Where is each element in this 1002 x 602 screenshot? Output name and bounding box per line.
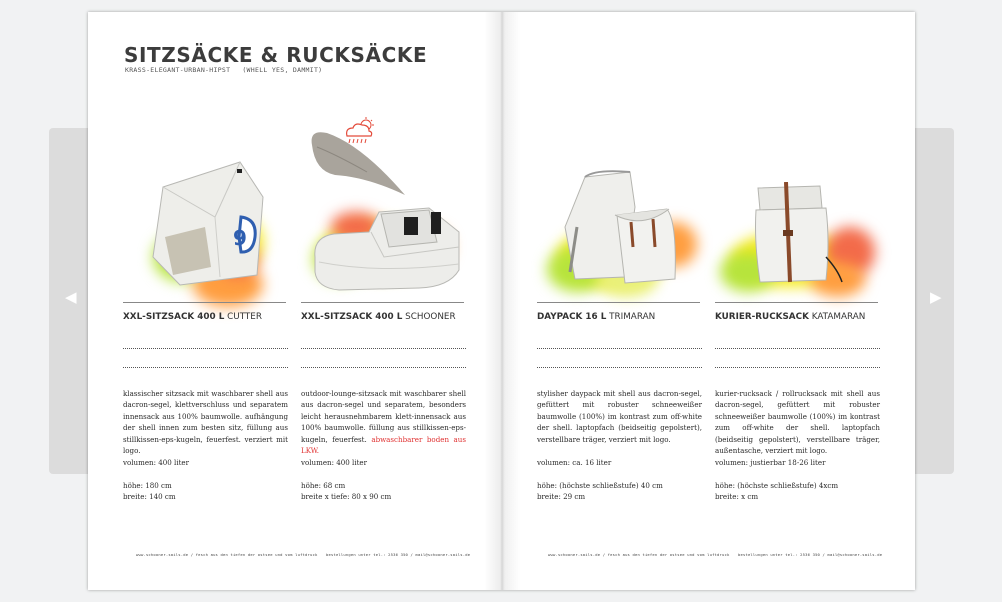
- product-description-katamaran: [715, 388, 880, 456]
- product-name-light: SCHOONER: [405, 312, 456, 322]
- product-divider: [301, 302, 464, 303]
- product-name-bold: DAYPACK 16 L: [537, 312, 607, 322]
- product-name-bold: XXL-SITZSACK 400 L: [123, 312, 225, 322]
- page-tagline: [125, 66, 322, 74]
- catalog-spread: [88, 12, 915, 590]
- tagline-aside: (WHELL YES, DAMMIT): [242, 66, 323, 74]
- product-image-trimaran: [537, 112, 702, 312]
- spec-height: höhe: (höchste schließstufe) 40 cm: [537, 481, 663, 490]
- product-name-bold: XXL-SITZSACK 400 L: [301, 312, 403, 322]
- description-text: outdoor-lounge-sitzsack mit waschbarer shell aus dacron-segel und separatem, besonders leicht herausnehmbarem klett-innensack aus 100% baumwolle. füllung aus stillkissen-eps-kugeln, feuerfest.: [301, 389, 466, 444]
- product-name-light: CUTTER: [227, 312, 262, 322]
- prev-page-tab[interactable]: [49, 128, 89, 474]
- spec-width: breite: 140 cm: [123, 492, 176, 501]
- product-name-schooner: [301, 312, 471, 322]
- courier-backpack-katamaran-graphic: [750, 182, 845, 297]
- spec-height: höhe: 180 cm: [123, 481, 172, 490]
- description-text: klassischer sitzsack mit waschbarer shell aus dacron-segel, klettverschluss und separatem innensack aus 100% baumwolle. aufhängung der shell innen zum besten sitz, füllung aus stillkissen-eps-kugeln, feuerfest. verziert mit logo.: [123, 389, 288, 456]
- beanbag-schooner-graphic: [309, 202, 469, 297]
- spec-volume: volumen: ca. 16 liter: [537, 458, 612, 467]
- product-divider: [537, 302, 700, 303]
- product-image-schooner: [301, 112, 466, 312]
- dotted-rule: [537, 348, 702, 349]
- product-divider: [715, 302, 878, 303]
- description-text: kurier-rucksack / rollrucksack mit shell aus dacron-segel, gefüttert mit robuster schneeweißer baumwolle (100%) im kontrast zum off-white der shell. laptopfach (beidseitig gepolstert), verstellbare träger, außentasche, verziert mit logo.: [715, 389, 880, 456]
- product-name-katamaran: [715, 312, 885, 322]
- product-name-bold: KURIER-RUCKSACK: [715, 312, 809, 322]
- product-name-cutter: [123, 312, 293, 322]
- product-image-katamaran: [715, 112, 880, 312]
- spec-height: höhe: (höchste schließstufe) 4xcm: [715, 481, 839, 490]
- spec-width: breite: 29 cm: [537, 492, 586, 501]
- weather-rain-icon: [341, 116, 381, 148]
- description-highlight: abwaschbarer boden aus LKW.: [301, 434, 466, 456]
- page-title: SITZSÄCKE & RUCKSÄCKE: [124, 43, 428, 67]
- dotted-rule: [301, 348, 466, 349]
- tagline-text: KRASS-ELEGANT-URBAN-HIPST: [125, 66, 231, 74]
- right-page[interactable]: [502, 12, 915, 590]
- dotted-rule: [715, 367, 880, 368]
- spec-size: breite x tiefe: 80 x 90 cm: [301, 492, 392, 501]
- spec-volume: volumen: 400 liter: [123, 458, 190, 467]
- spec-width: breite: x cm: [715, 492, 759, 501]
- spec-volume: volumen: 400 liter: [301, 458, 368, 467]
- product-name-light: KATAMARAN: [811, 312, 866, 322]
- footer-contact: bestellungen unter tel.: 2536 350 / mail@schooner-sails.de: [326, 552, 471, 557]
- daypack-trimaran-graphic: [555, 167, 690, 292]
- product-card-katamaran: [715, 112, 880, 501]
- description-text: stylisher daypack mit shell aus dacron-segel, gefüttert mit robuster schneeweißer baumwolle (100%) im kontrast zum off-white der shell. laptopfach (beidseitig gepolstert), verstellbare träger, verziert mit logo.: [537, 389, 702, 444]
- dotted-rule: [715, 348, 880, 349]
- dotted-rule: [301, 367, 466, 368]
- product-name-trimaran: [537, 312, 707, 322]
- product-card-schooner: [301, 112, 466, 501]
- spec-volume: volumen: justierbar 18-26 liter: [715, 458, 826, 467]
- next-page-tab[interactable]: [914, 128, 954, 474]
- left-page[interactable]: [88, 12, 501, 590]
- beanbag-cutter-graphic: [145, 157, 270, 287]
- chevron-left-icon[interactable]: ◀: [65, 288, 77, 306]
- footer-url: www.schooner-sails.de / fesch aus den tiefen der ostsee und vom luftdruck: [548, 552, 730, 557]
- product-description-trimaran: [537, 388, 702, 445]
- spec-height: höhe: 68 cm: [301, 481, 346, 490]
- footer-url: www.schooner-sails.de / fesch aus den tiefen der ostsee und vom luftdruck: [136, 552, 318, 557]
- product-divider: [123, 302, 286, 303]
- chevron-right-icon[interactable]: ▶: [930, 288, 942, 306]
- product-name-light: TRIMARAN: [609, 312, 656, 322]
- product-card-trimaran: [537, 112, 702, 501]
- product-description-cutter: [123, 388, 288, 456]
- book-spine-shadow: [484, 12, 520, 590]
- footer-contact: bestellungen unter tel.: 2536 350 / mail@schooner-sails.de: [738, 552, 883, 557]
- product-image-cutter: [123, 112, 288, 312]
- dotted-rule: [123, 348, 288, 349]
- product-description-schooner: [301, 388, 466, 456]
- svg-text:9: 9: [233, 226, 247, 250]
- dotted-rule: [123, 367, 288, 368]
- dotted-rule: [537, 367, 702, 368]
- product-card-cutter: [123, 112, 288, 501]
